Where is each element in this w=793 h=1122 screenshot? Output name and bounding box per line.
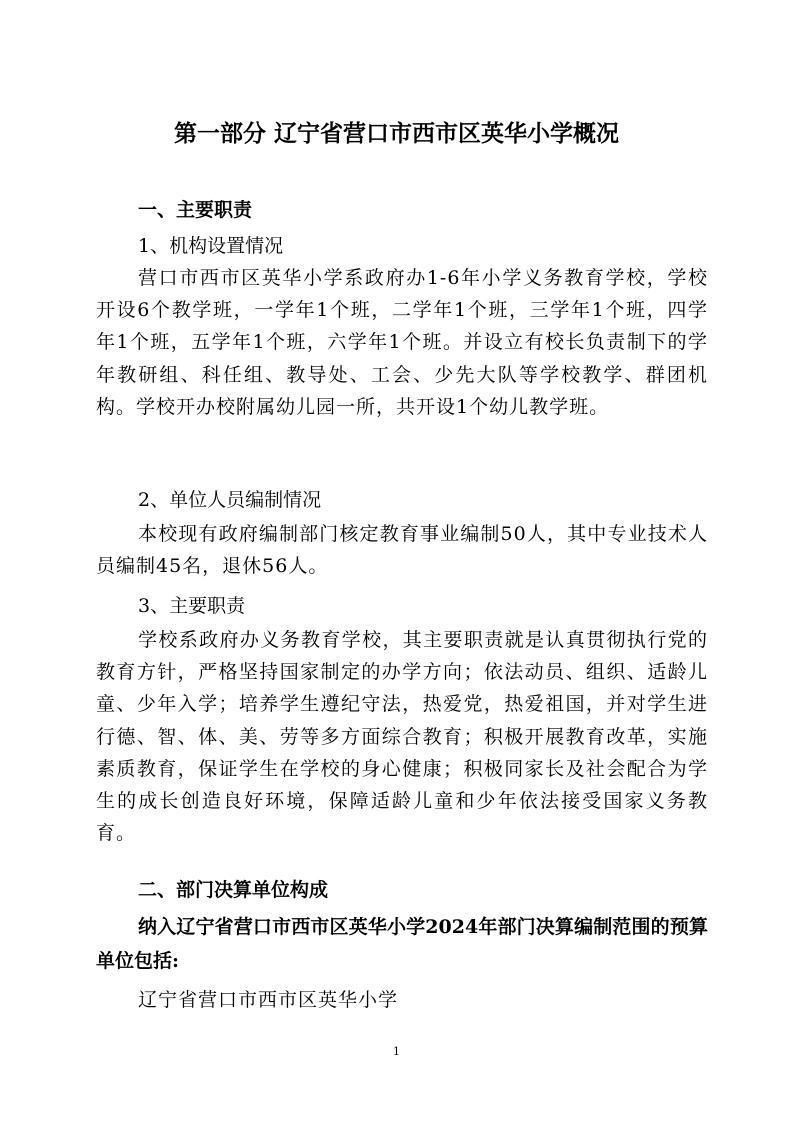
paragraph-staffing: 本校现有政府编制部门核定教育事业编制50人，其中专业技术人员编制45名，退休56人。: [96, 523, 708, 578]
subheading-staffing: 2、单位人员编制情况: [138, 489, 322, 511]
page-title: 第一部分 辽宁省营口市西市区英华小学概况: [173, 121, 619, 147]
page-number: 1: [393, 1045, 400, 1058]
paragraph-organization: 营口市西市区英华小学系政府办1-6年小学义务教育学校，学校开设6个教学班，一学年1个班，二学年1个班，三学年1个班，四学年1个班，五学年1个班，六学年1个班。并设立有校长负责制下的学年教研组、科任组、教导处、工会、少先大队等学校教学、群团机构。学校开办校附属幼儿园一所，共开设1个幼儿教学班。: [96, 267, 708, 418]
subheading-duties: 3、主要职责: [138, 595, 246, 617]
paragraph-duties: 学校系政府办义务教育学校，其主要职责就是认真贯彻执行党的教育方针，严格坚持国家制定的办学方向；依法动员、组织、适龄儿童、少年入学；培养学生遵纪守法，热爱党，热爱祖国，并对学生进行德、智、体、美、劳等多方面综合教育；积极开展教育改革，实施素质教育，保证学生在学校的身心健康；积极同家长及社会配合为学生的成长创造良好环境，保障适龄儿童和少年依法接受国家义务教育。: [96, 629, 708, 845]
subheading-organization: 1、机构设置情况: [138, 235, 284, 257]
section-heading-units: 二、部门决算单位构成: [138, 879, 329, 901]
paragraph-units-scope: 纳入辽宁省营口市西市区英华小学2024年部门决算编制范围的预算单位包括:: [96, 916, 708, 972]
section-heading-main-duties: 一、主要职责: [138, 199, 253, 221]
unit-name: 辽宁省营口市西市区英华小学: [138, 989, 399, 1011]
